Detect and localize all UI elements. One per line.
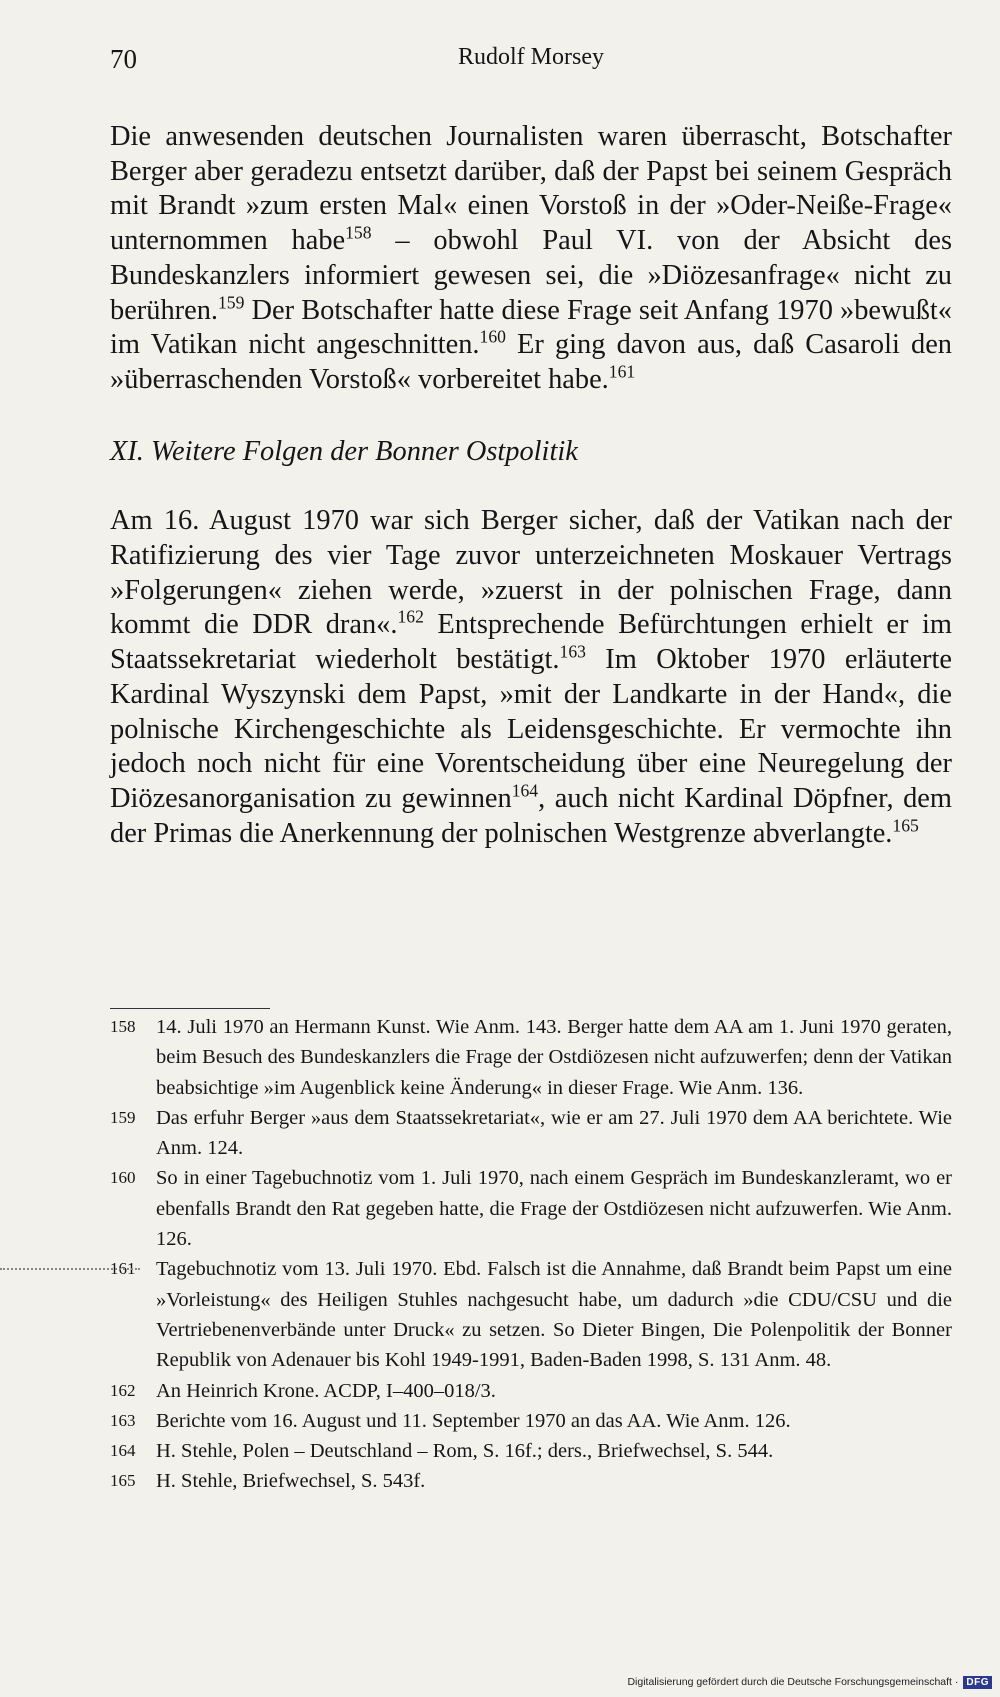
footnote-ref-163[interactable]: 163	[559, 641, 586, 662]
footnote-ref-160[interactable]: 160	[479, 326, 506, 347]
footnote-number: 159	[110, 1107, 136, 1127]
credit-text: Digitalisierung gefördert durch die Deutsche Forschungsgemeinschaft ·	[627, 1676, 959, 1688]
footnote-165	[110, 1466, 952, 1496]
footnote-159	[110, 1103, 952, 1164]
footnote-text: Berichte vom 16. August und 11. September 1970 an das AA. Wie Anm. 126.	[156, 1409, 791, 1432]
footnote-text: An Heinrich Krone. ACDP, I–400–018/3.	[156, 1379, 496, 1402]
running-head: Rudolf Morsey	[458, 44, 604, 70]
footnote-rule	[110, 1008, 270, 1009]
paragraph-1: Die anwesenden deutschen Journalisten waren überrascht, Botschafter Berger aber geradezu entsetzt darüber, daß der Papst bei seinem Gespräch mit Brandt »zum ersten Mal« einen Vorstoß in der »Oder-Neiße-Frage« unternommen habe$^{158}$ – obwohl Paul VI. von der Absicht des Bundeskanzlers informiert gewesen sei, die »Diözesanfrage« nicht zu berühren.$^{159}$ Der Botschafter hatte diese Frage seit Anfang 1970 »bewußt« im Vatikan nicht angeschnitten.$^{160}$ Er ging davon aus, daß Casaroli den »überraschenden Vorstoß« vorbereitet habe.$^{161}$	[110, 121, 953, 395]
footnote-text: H. Stehle, Polen – Deutschland – Rom, S. 16f.; ders., Briefwechsel, S. 544.	[156, 1440, 774, 1463]
footnote-158	[110, 1012, 952, 1103]
footnote-number: 160	[110, 1168, 136, 1188]
footnote-number: 164	[110, 1441, 136, 1461]
footnote-163	[110, 1406, 952, 1436]
footnote-ref-165[interactable]: 165	[892, 815, 919, 836]
footnote-ref-161[interactable]: 161	[608, 361, 636, 382]
page-number: 70	[110, 44, 137, 74]
footnote-number: 163	[110, 1410, 136, 1430]
section-heading: XI. Weitere Folgen der Bonner Ostpolitik	[110, 435, 578, 467]
footnote-162	[110, 1376, 952, 1406]
footnote-text: 14. Juli 1970 an Hermann Kunst. Wie Anm. 143. Berger hatte dem AA am 1. Juni 1970 geraten, beim Besuch des Bundeskanzlers die Frage der Ostdiözesen nicht aufzuwerfen; denn der Vatikan beabsichtige »im Augenblick keine Änderung« in dieser Frage. Wie Anm. 136.	[156, 1016, 952, 1099]
footnote-text: So in einer Tagebuchnotiz vom 1. Juli 1970, nach einem Gespräch im Bundeskanzleramt, wo er ebenfalls Brandt den Rat gegeben hatte, die Frage der Ostdiözesen nicht aufzuwerfen. Wie Anm. 126.	[156, 1167, 952, 1251]
footnote-ref-164[interactable]: 164	[511, 780, 539, 801]
scan-artifact-dots	[0, 1268, 140, 1270]
footnote-number: 161	[110, 1259, 136, 1279]
footnote-text: H. Stehle, Briefwechsel, S. 543f.	[156, 1470, 426, 1493]
footnote-number: 162	[110, 1380, 136, 1400]
footnote-text: Das erfuhr Berger »aus dem Staatssekretariat«, wie er am 27. Juli 1970 dem AA berichtete. Wie Anm. 124.	[156, 1106, 952, 1160]
page-header	[110, 44, 952, 84]
dfg-logo: DFG	[963, 1676, 992, 1689]
footnote-160	[110, 1163, 952, 1254]
footnotes	[110, 1012, 952, 1497]
footnote-number: 158	[110, 1017, 136, 1036]
footnote-ref-162[interactable]: 162	[397, 606, 424, 627]
footnote-164	[110, 1436, 952, 1466]
digitization-credit	[627, 1673, 992, 1691]
footnote-number: 165	[110, 1471, 136, 1491]
footnote-text: Tagebuchnotiz vom 13. Juli 1970. Ebd. Falsch ist die Annahme, daß Brandt beim Papst um eine »Vorleistung« des Heiligen Stuhles nachgesucht habe, um dadurch »die CDU/CSU und die Vertriebenenverbände unter Druck« zu setzen. So Dieter Bingen, Die Polenpolitik der Bonner Republik von Adenauer bis Kohl 1949-1991, Baden-Baden 1998, S. 131 Anm. 48.	[156, 1258, 952, 1372]
footnote-ref-158[interactable]: 158	[345, 222, 372, 243]
footnote-161	[110, 1254, 952, 1375]
footnote-ref-159[interactable]: 159	[218, 292, 245, 313]
paragraph-2: Am 16. August 1970 war sich Berger sicher, daß der Vatikan nach der Ratifizierung des vier Tage zuvor unterzeichneten Moskauer Vertrags »Folgerungen« ziehen werde, »zuerst in der polnischen Frage, dann kommt die DDR dran«.$^{162}$ Entsprechende Befürchtungen erhielt er im Staatssekretariat wiederholt bestätigt.$^{163}$ Im Oktober 1970 erläuterte Kardinal Wyszynski dem Papst, »mit der Landkarte in der Hand«, die polnische Kirchengeschichte als Leidensgeschichte. Er vermochte ihn jedoch noch nicht für eine Vorentscheidung über eine Neuregelung der Diözesanorganisation zu gewinnen$^{164}$, auch nicht Kardinal Döpfner, dem der Primas die Anerkennung der polnischen Westgrenze abverlangte.$^{165}$	[110, 505, 952, 849]
main-text	[110, 120, 952, 851]
